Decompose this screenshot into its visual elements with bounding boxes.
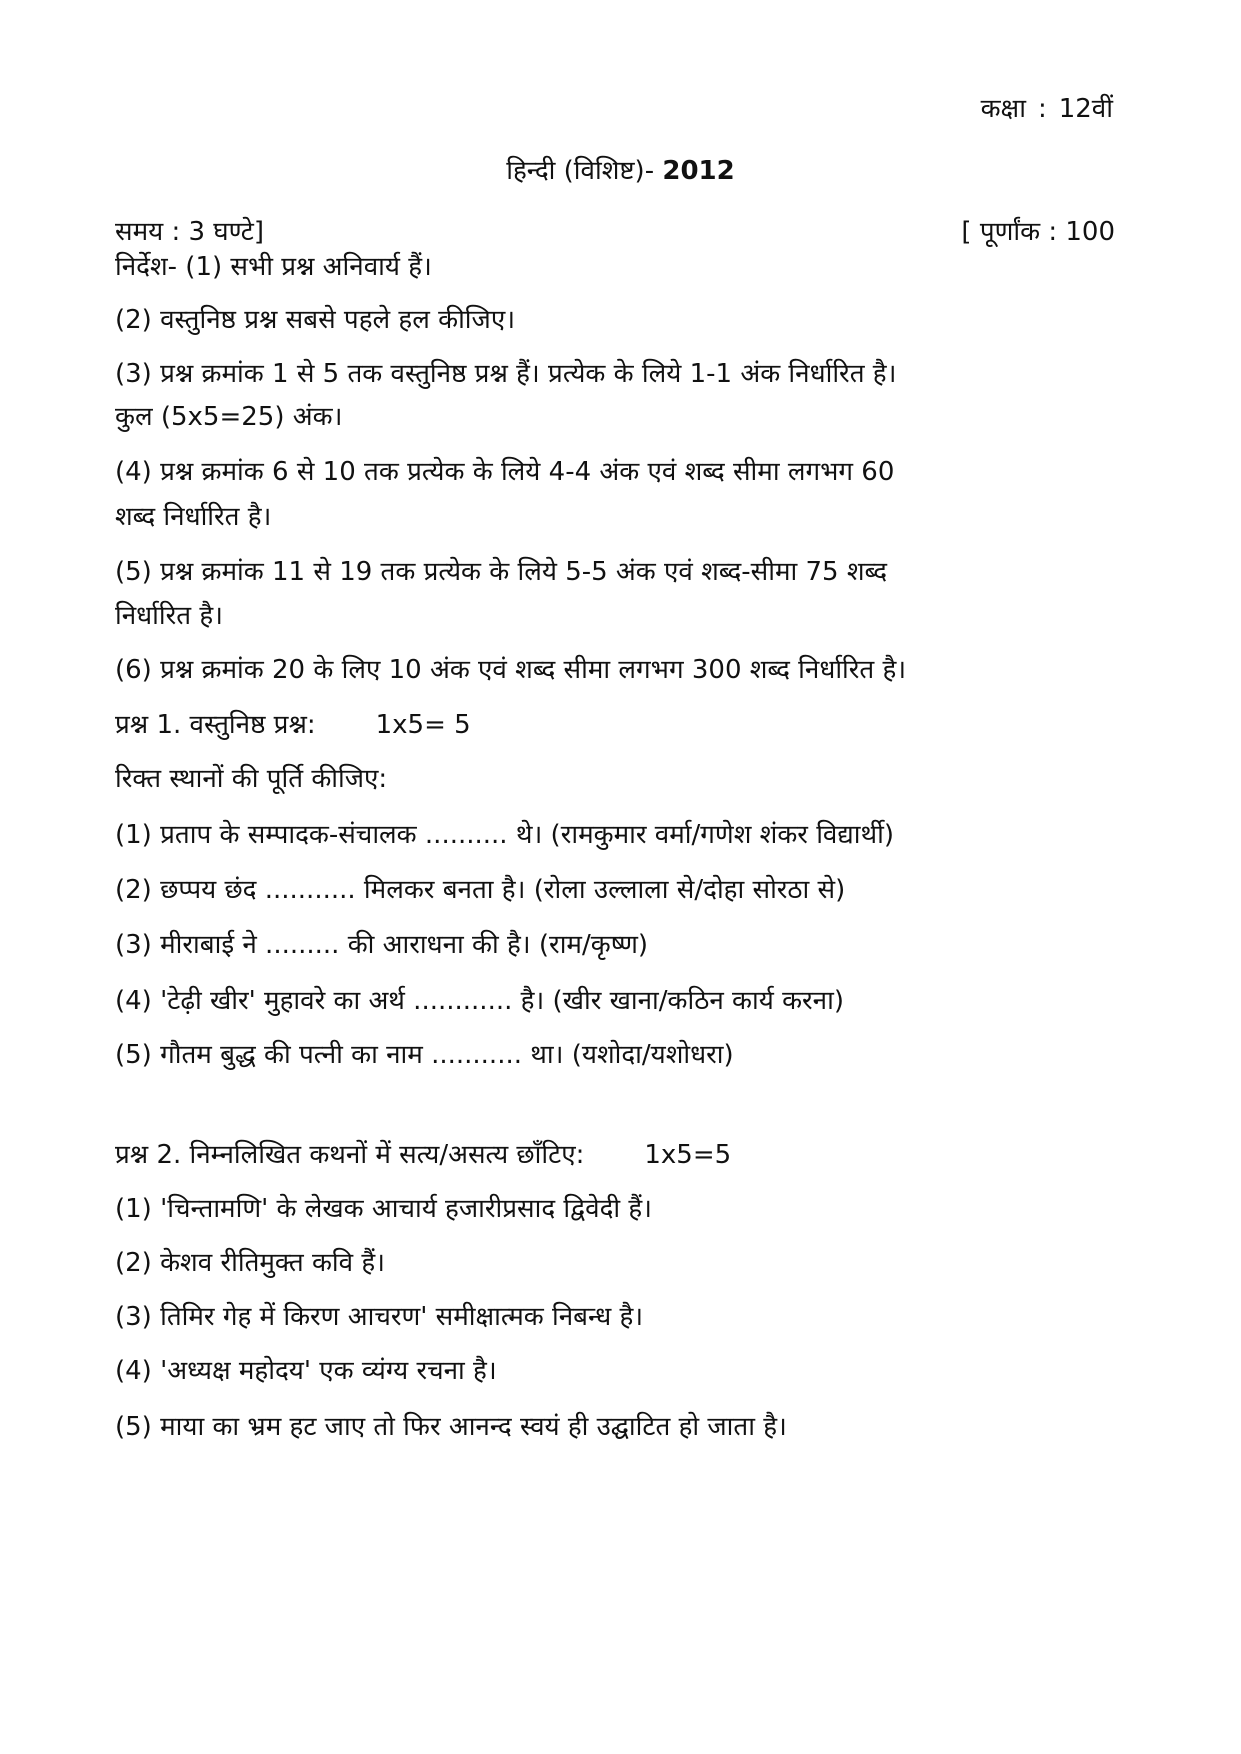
question-2-marks: 1x5=5 bbox=[644, 1140, 732, 1170]
question-2-heading bbox=[115, 1138, 731, 1172]
class-label: कक्षा bbox=[980, 94, 1026, 124]
paper-title bbox=[0, 154, 1241, 188]
question-1-item: (2) छप्पय छंद ........... मिलकर बनता है। (रोला उल्लाला से/दोहा सोरठा से) bbox=[115, 875, 846, 905]
paper-title-year: 2012 bbox=[662, 156, 735, 186]
time-allowed: समय : 3 घण्टे] bbox=[115, 217, 264, 247]
question-2-item: (3) तिमिर गेह में किरण आचरण' समीक्षात्मक निबन्ध है। bbox=[115, 1302, 644, 1332]
question-1-item: (3) मीराबाई ने ......... की आराधना की है। (राम/कृष्ण) bbox=[115, 930, 649, 960]
instruction-4-cont: शब्द निर्धारित है। bbox=[115, 502, 272, 532]
question-2-item: (5) माया का भ्रम हट जाए तो फिर आनन्द स्वयं ही उद्घाटित हो जाता है। bbox=[115, 1412, 787, 1442]
question-2-title: प्रश्न 2. निम्नलिखित कथनों में सत्य/असत्य छाँटिए: bbox=[115, 1140, 585, 1170]
instruction-6: (6) प्रश्न क्रमांक 20 के लिए 10 अंक एवं शब्द सीमा लगभग 300 शब्द निर्धारित है। bbox=[115, 655, 907, 685]
question-1-item: (1) प्रताप के सम्पादक-संचालक .......... थे। (रामकुमार वर्मा/गणेश शंकर विद्यार्थी) bbox=[115, 820, 894, 850]
instruction-1: निर्देश- (1) सभी प्रश्न अनिवार्य हैं। bbox=[115, 252, 432, 282]
maximum-marks: [ पूर्णांक : 100 bbox=[961, 217, 1115, 247]
question-1-item: (5) गौतम बुद्ध की पत्नी का नाम ........... था। (यशोदा/यशोधरा) bbox=[115, 1040, 734, 1070]
class-value: 12वीं bbox=[1058, 94, 1113, 124]
instruction-2: (2) वस्तुनिष्ठ प्रश्न सबसे पहले हल कीजिए। bbox=[115, 305, 516, 335]
time-marks-row bbox=[115, 215, 1115, 249]
instruction-4: (4) प्रश्न क्रमांक 6 से 10 तक प्रत्येक के लिये 4-4 अंक एवं शब्द सीमा लगभग 60 bbox=[115, 457, 895, 487]
question-1-marks: 1x5= 5 bbox=[375, 710, 471, 740]
instruction-5: (5) प्रश्न क्रमांक 11 से 19 तक प्रत्येक के लिये 5-5 अंक एवं शब्द-सीमा 75 शब्द bbox=[115, 557, 887, 587]
instruction-5-cont: निर्धारित है। bbox=[115, 601, 224, 631]
question-1-subheading: रिक्त स्थानों की पूर्ति कीजिए: bbox=[115, 764, 388, 794]
class-label-line: कक्षा : 12वीं bbox=[980, 94, 1113, 124]
question-1-title: प्रश्न 1. वस्तुनिष्ठ प्रश्न: bbox=[115, 710, 316, 740]
question-2-item: (4) 'अध्यक्ष महोदय' एक व्यंग्य रचना है। bbox=[115, 1356, 497, 1386]
question-1-heading bbox=[115, 708, 471, 742]
instruction-3-cont: कुल (5x5=25) अंक। bbox=[115, 402, 343, 432]
question-2-item: (1) 'चिन्तामणि' के लेखक आचार्य हजारीप्रसाद द्विवेदी हैं। bbox=[115, 1194, 653, 1224]
instruction-3: (3) प्रश्न क्रमांक 1 से 5 तक वस्तुनिष्ठ प्रश्न हैं। प्रत्येक के लिये 1-1 अंक निर्धारित है। bbox=[115, 359, 897, 389]
paper-title-subject: हिन्दी (विशिष्ट)- bbox=[506, 156, 655, 186]
question-2-item: (2) केशव रीतिमुक्त कवि हैं। bbox=[115, 1248, 386, 1278]
question-1-item: (4) 'टेढ़ी खीर' मुहावरे का अर्थ ............ है। (खीर खाना/कठिन कार्य करना) bbox=[115, 986, 844, 1016]
